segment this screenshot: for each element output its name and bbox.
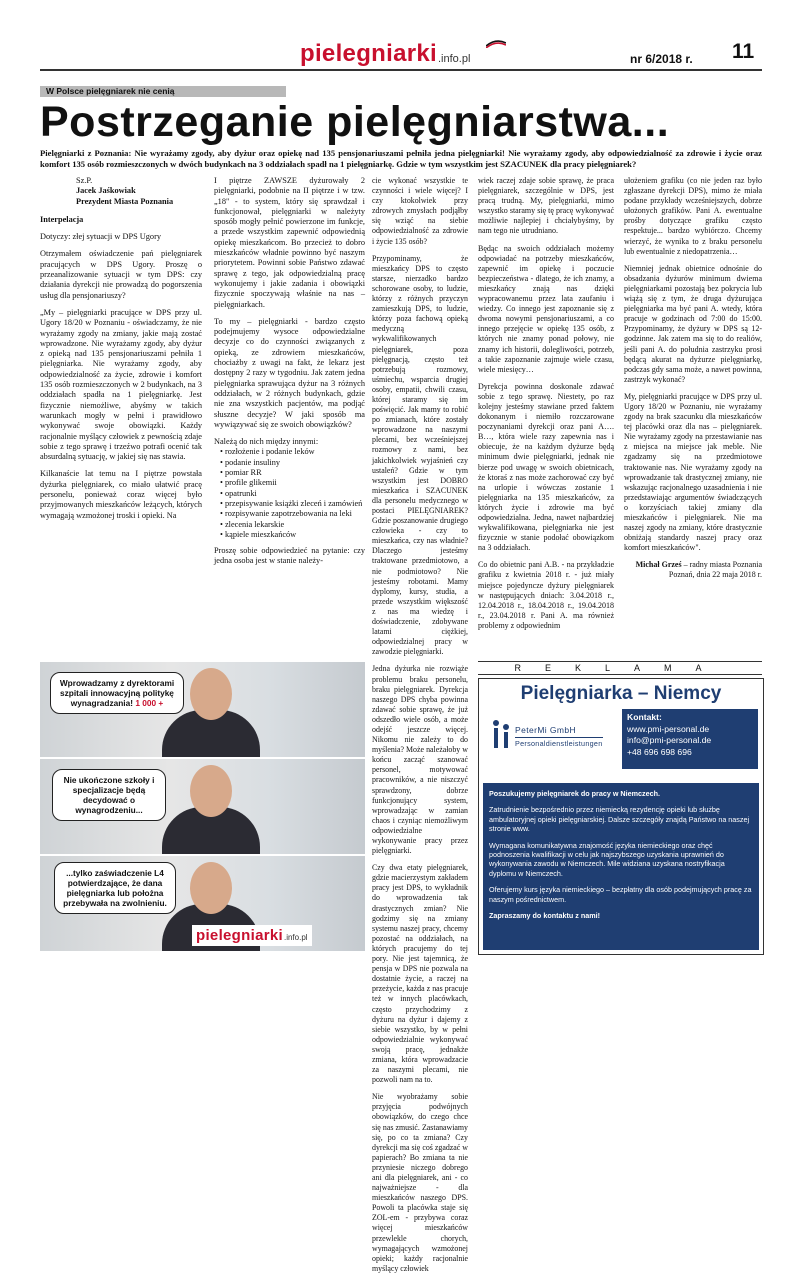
advertisement bbox=[478, 678, 764, 955]
contact-label: Kontakt: bbox=[627, 712, 662, 722]
paragraph: cie wykonać wszystkie te czynności i wiele więcej? I czy ktokolwiek przy zdrowych zmysłach podjąłby się wziąć na siebie odpowiedzialność za zdrowie i życie 135 osób? bbox=[372, 176, 468, 246]
paragraph: Co do obietnic pani A.B. - na przykładzie grafiku z kwietnia 2018 r. - już miały miejsce pojedyncze dyżury pielęgniarek w następujących dniach: 3.04.2018 r., 12.04.2018 r., 18.04.2018 r., 19.04.2018 r., 23.04.2018 r. Pani A. ma również problemy z odpowiednim bbox=[478, 560, 614, 630]
flag-icon bbox=[486, 40, 506, 48]
paragraph: Proszę sobie odpowiedzieć na pytanie: czy jedna osoba jest w stanie należy- bbox=[214, 546, 365, 566]
addressee-name: Jacek Jaśkowiak bbox=[76, 186, 136, 196]
speech-bubble: Nie ukończone szkoły i specjalizacje będą decydować o wynagrodzeniu... bbox=[52, 769, 166, 821]
paragraph: Nie wyobrażamy sobie przyjęcia podwójnych obowiązków, do czego chce się nas zmusić. Zastanawiamy się, po co ta zmiana? Czy dyrekcji ma się coś zgadzać w papierach? Bo zmiana ta nie przyniesie niczego dobrego ani dla pielęgniarek, ani - co najważniejsze - dla mieszkańców naszego DPS. Powoli ta placówka staje się ZOL-em - przybywa coraz więcej mieszkańców przewlekle chorych, wymagających wzmożonej opieki; każdy racjonalnie myślący człowiek bbox=[372, 1092, 468, 1273]
list-item: • zlecenia lekarskie bbox=[220, 520, 365, 530]
paragraph: wiek raczej zdaje sobie sprawę, że praca pielęgniarek, szczególnie w DPS, jest pracą trudną. My, pielęgniarki, mimo wszystko staramy się tę pracę wykonywać możliwie najlepiej i chciałybyśmy, by nam tego nie utrudniano. bbox=[478, 176, 614, 236]
list-item: • profile glikemii bbox=[220, 478, 365, 488]
list-item: • pomiar RR bbox=[220, 468, 365, 478]
email-link[interactable]: info@pmi-personal.de bbox=[627, 735, 712, 745]
paragraph: Kilkanaście lat temu na I piętrze powstała dyżurka pielęgniarek, co miało ułatwić pracę personelu, ponieważ coraz więcej było przyjmowanych mieszkańców leżących, których wymagają wzmożonej troski i opieki. Na bbox=[40, 469, 202, 520]
list-item: • podanie insuliny bbox=[220, 458, 365, 468]
company-name: PeterMi GmbH bbox=[515, 725, 577, 735]
paragraph: Otrzymałem oświadczenie pań pielęgniarek pracujących w DPS Ugory. Proszę o przeanalizowanie sytuacji w tym DPS: czy działania dyrekcji nie prowadzą do pogorszenia usług dla pensjonariuszy? bbox=[40, 249, 202, 300]
date-line: Poznań, dnia 22 maja 2018 r. bbox=[668, 570, 762, 580]
paragraph: I piętrze ZAWSZE dyżurowały 2 pielęgniarki, podobnie na II piętrze i w tzw. „18" - to system, który się sprawdzał i funkcjonował, pielęgniarki w należyty sposób mogły pełnić powierzone im funkcje, a przede wszystkim zapewnić odpowiednią opiekę mieszkańcom. Bo przecież to dobro mieszkańców władnie powinno być naszym priorytetem. Powinni sobie Państwo zdawać sprawę z tego, jak odpowiedzialną pracę wykonujemy i jakie zadania i obowiązki fizycznie spoczywają właśnie na nas – pielęgniarkach. bbox=[214, 176, 365, 309]
logo-text: pielegniarki bbox=[300, 40, 437, 67]
issue-number: nr 6/2018 r. bbox=[630, 52, 693, 66]
paragraph: Będąc na swoich oddziałach możemy odpowiadać na potrzeby mieszkańców, zapewnić im opiekę i poczucie bezpieczeństwa - dlatego, że ich znamy, a mieszkańcy znają nas dzięki wypracowanemu przez lata zaufaniu i wiedzy. Co innego jest zapoznanie się z dwoma nowymi pensjonariuszami, a co innego przejęcie w opiekę 135 osób, z których nie znamy ponad połowy, nie znamy ich historii, dolegliwości, potrzeb, a takie zapoznanie zajmuje wiele czasu, wiele miesięcy… bbox=[478, 243, 614, 374]
ad-paragraph: Wymagana komunikatywna znajomość języka niemieckiego oraz chęć podnoszenia kwalifikacji w celu jak najszybszego uzyskania uprawnień do wykonywania zawodu w Niemczech. Mile widziana uzyskana nostryfikacja dyplomu w Niemczech. bbox=[489, 840, 725, 878]
column-3 bbox=[372, 176, 468, 1281]
ad-paragraph: Poszukujemy pielęgniarek do pracy w Niemczech. bbox=[489, 789, 660, 798]
lead-paragraph: Pielęgniarki z Poznania: Nie wyrażamy zgody, aby dyżur oraz opiekę nad 135 pensjonariuszami pełniła jedna pielęgniarki! Nie wyrażamy zgody, aby odpowiedzialność za zdrowie i życie oraz komfort 135 osób rozmieszczonych w dwóch budynkach na 3 oddziałach spadł na 1 pielęgniarkę. Gdzie w tym wszystkim jest SZACUNEK dla pracy pielęgniarek? bbox=[40, 148, 762, 169]
phone-number[interactable]: +48 696 698 696 bbox=[627, 746, 692, 757]
list-item: • rozpisywanie zapotrzebowania na leki bbox=[220, 509, 365, 519]
column-4 bbox=[478, 176, 614, 638]
ad-label: REKLAMA bbox=[478, 661, 762, 675]
page-number: 11 bbox=[732, 40, 755, 63]
ad-paragraph: Oferujemy kurs języka niemieckiego – bezpłatny dla osób podejmujących pracę za naszym pośrednictwem. bbox=[489, 885, 752, 904]
list-item: • przepisywanie książki zleceń i zamówień bbox=[220, 499, 365, 509]
contact-box bbox=[622, 709, 758, 769]
author-role: – radny miasta Poznania bbox=[681, 560, 762, 570]
bubble-highlight: 1 000 + bbox=[135, 698, 164, 708]
header-rule bbox=[40, 69, 762, 71]
logo-domain: .info.pl bbox=[283, 933, 308, 942]
column-1 bbox=[40, 176, 202, 528]
cartoon-panel bbox=[40, 662, 365, 952]
logo-domain: .info.pl bbox=[437, 53, 471, 65]
paragraph: Dyrekcja powinna doskonale zdawać sobie z tego sprawę. Niestety, po raz kolejny jesteśmy stawiane przed faktem dokonanym i niemiło rozczarowane poczynaniami dyrekcji oraz pani A…. B…, która wiele razy zapewnia nas i obiecuje, że na każdym dyżurze będą minimum dwie pielęgniarki, jednak nie bierze pod uwagę w swoich obietnicach, że ktoraś z nas może zachorować czy być na urlopie i wówczas zostanie 1 pielęgniarka na 135 mieszkańców, za których życie i zdrowie ma być odpowiedzialna. Jedna, nawet najbardziej wykwalifikowana, pielęgniarka nie jest fizycznie w stanie podołać obowiązkom na 3 oddziałach. bbox=[478, 381, 614, 553]
logo-text: pielegniarki bbox=[196, 927, 283, 944]
speech-bubble bbox=[50, 672, 184, 714]
figure-face bbox=[190, 668, 232, 720]
cartoon-logo bbox=[192, 925, 312, 946]
addressee-title: Prezydent Miasta Poznania bbox=[76, 196, 174, 206]
paragraph: Jedna dyżurka nie rozwiąże problemu braku personelu, braku pielęgniarek. Dyrekcja naszego DPS chyba powinna zdawać sobie sprawę, że już odszedło wiele osób, a może odejść jeszcze więcej. Nikomu nie zależy to do myślenia? Może należałoby w końcu zacząć szanować personel, motywować pracowników, a nie niszczyć sprawdzony, dobrze funkcjonujący system, wprowadzając w zamian chaos i czyniąc niemożliwym odpowiedzialne wykonywanie pracy przez pielęgniarki. bbox=[372, 664, 468, 856]
paragraph: Dotyczy: złej sytuacji w DPS Ugory bbox=[40, 232, 161, 242]
column-2 bbox=[214, 176, 365, 574]
paragraph: ułożeniem grafiku (co nie jeden raz było zgłaszane dyrekcji DPS), mimo że miała podane przykłady wcześniejszych, dobrze ułożonych grafików. Pani A. ewentualne prośby dotyczące grafiku często respektuje... bardzo wybiórczo. Chcemy wierzyć, że wynika to z braku personelu lub ewentualnie z niedopatrzenia… bbox=[624, 176, 762, 256]
figure-face bbox=[190, 765, 232, 817]
speech-bubble: ...tylko zaświadczenie L4 potwierdzające, że dana pielęgniarka lub położna przebywała na zwolnieniu. bbox=[54, 862, 176, 914]
addressee-line: Sz.P. bbox=[76, 176, 93, 185]
paragraph: Przypominamy, że mieszkańcy DPS to często starsze, nierzadko bardzo schorowane osoby, to ludzie, którzy z różnych przyczyn zamieszkują DPS, to ludzie, którzy poza fachową opieką medyczną wykwalifikowanych pielęgniarek, poza pielęgnacją, często też potrzebują rozmowy, uśmiechu, wsparcia drugiej osoby, empatii, chwili czasu, której staramy się im poświęcić. Jak mamy to robić po zmianach, które zostały wprowadzone na naszymi plecami, bez wcześniejszej rozmowy z nami, bez jakichkolwiek wyjaśnień czy ustaleń? Gdzie w tym wszystkim jest DOBRO mieszkańca i SZACUNEK dla personelu medycznego w postaci PIELĘGNIAREK? Gdzie poszanowanie drugiego człowieka - czy to mieszkańca, czy nas władnie? Dlaczego jesteśmy traktowane przedmiotowo, a nie podmiotowo? Nie jesteśmy robotami. Mamy dyplomy, kursy, studia, a przede wszystkim większość z nas ma wiedzę i doświadczenie, zdobywane latami ciężkiej, odpowiedzialnej pracy w zawodzie pielęgniarki. bbox=[372, 253, 468, 657]
interpellation-label: Interpelacja bbox=[40, 214, 84, 224]
ad-paragraph: Zapraszamy do kontaktu z nami! bbox=[489, 911, 601, 921]
company-tagline: Personaldienstleistungen bbox=[515, 739, 603, 748]
duties-list bbox=[214, 447, 365, 540]
bubble-text: Wprowadzamy z dyrektorami szpitali innowacyjną politykę wynagradzania! bbox=[59, 678, 175, 708]
figure-face bbox=[190, 862, 232, 914]
list-item: • rozłożenie i podanie leków bbox=[220, 447, 365, 457]
signature bbox=[624, 560, 762, 570]
paragraph: My, pielęgniarki pracujące w DPS przy ul. Ugory 18/20 w Poznaniu, nie wyrażamy zgody na brak szacunku dla mieszkańców tej placówki oraz dla nas – pielęgniarek. Nie wyrażamy zgody na przestawianie nas z miejsca na miejsce jak meble. Nie zgadzamy się na przedmiotowe traktowanie nas. Nie wyrażamy zgody na wprowadzanie tak drastycznej zmiany, nie wskazując racjonalnego uzasadnienia i nie przedstawiając argumentów świadczących o korzyściach takiej zmiany dla mieszkańców i pielęgniarek. Nie ma naszej zgody na zmiany, które drastycznie obniżają standardy naszej pracy oraz komfort mieszkańców". bbox=[624, 391, 762, 553]
masthead-logo bbox=[300, 40, 470, 68]
list-item: • opatrunki bbox=[220, 489, 365, 499]
website-link[interactable]: www.pmi-personal.de bbox=[627, 723, 710, 734]
paragraph: To my – pielęgniarki - bardzo często podejmujemy wysoce odpowiedzialne decyzje co do czynności związanych z opieką, ze zdrowiem mieszkańców, chociażby z uwagi na fakt, że lekarz jest dostępny 2 razy w tygodniu. Jak zatem jedna pielęgniarka sprawująca dyżur na 3 różnych oddziałach, w 2 różnych budynkach, gdzie nie zna wszystkich pacjentów, ma podjąć słuszne decyzje? W jaki sposób ma wywiązywać się ze swoich obowiązków? bbox=[214, 316, 365, 429]
paragraph: Czy dwa etaty pielęgniarek, gdzie macierzystym zakładem pracy jest DPS, to wykładnik do wprowadzenia tak drastycznych zmian? Nie godzimy się na zmiany systemu naszej pracy, chcemy pozostać na oddziałach, na których pracujemy do tej pory. Nie jest tajemnicą, że pensja w DPS nie pozwala na dostatnie życie, a raczej na przeżycie, każda z nas pracuje też w innych placówkach, często przychodzimy z dyżuru na dyżur i dajemy z siebie wszystko, by w pełni odpowiedzialnie wykonywać swoją pracę, jednakże zmiana, która wprowadzacie za naszymi plecami, nie pozwoli nam na to. bbox=[372, 863, 468, 1085]
headline: Postrzeganie pielęgniarstwa... bbox=[40, 98, 670, 146]
ad-title: Pielęgniarka – Niemcy bbox=[520, 683, 722, 704]
list-item: • kąpiele mieszkańców bbox=[220, 530, 365, 540]
column-5 bbox=[624, 176, 762, 588]
section-label: W Polsce pielęgniarek nie cenią bbox=[40, 86, 286, 97]
paragraph: „My – pielęgniarki pracujące w DPS przy ul. Ugory 18/20 w Poznaniu - oświadczamy, że nie wyrażamy zgody na zmiany, jakie mają zostać wprowadzone. Nie wyrażamy zgody, aby dyżur z opieką nad 135 pensjonariuszami pełniła 1 pielęgniarka. Nie wyrażamy zgody, aby odpowiedzialność za życie, zdrowie i komfort 135 osób rozmieszczonych w 2 budynkach, na 3 oddziałach spadła na 1 pielęgniarkę. Jest fizycznie niemożliwe, abyśmy w takich warunkach mogły w pełni i prawidłowo wykonywać swoje obowiązki. Każdy racjonalnie myślący człowiek z pewnością zdaje sobie z tego sprawę i trzeźwo potrafi ocenić tak absurdalną sytuację, w jakiej się nas stawia. bbox=[40, 307, 202, 462]
paragraph: Należą do nich między innymi: bbox=[214, 437, 319, 447]
addressee bbox=[76, 176, 202, 207]
company-mark-icon bbox=[487, 717, 513, 751]
ad-body bbox=[483, 783, 759, 950]
paragraph: Niemniej jednak obietnice odnośnie do obsadzania dyżurów minimum dwiema pielęgniarkami pozostają bez pokrycia lub wiążą się z tym, że druga dyżurująca pielęgniarka ma być pani A. wtedy, która pracuje w godzinach od 7:00 do 15:00. Przypominamy, że dyżury w DPS są 12-godzinne. Jak zatem ma się to do realiów, jeśli pani A. do południa zastrzyku prosi będącą akurat na dyżurze pielęgniarkę, podczas gdy sama może, a nawet powinna, zastrzyk wykonać? bbox=[624, 263, 762, 384]
ad-paragraph: Zatrudnienie bezpośrednio przez niemiecką rezydencję opieki lub służbę ambulatoryjnej opieki pielęgniarskiej. Dalsze szczegóły znajdą Państwo na naszej stronie www. bbox=[489, 805, 750, 834]
author-name: Michał Grześ bbox=[635, 560, 682, 570]
company-logo bbox=[487, 713, 622, 761]
